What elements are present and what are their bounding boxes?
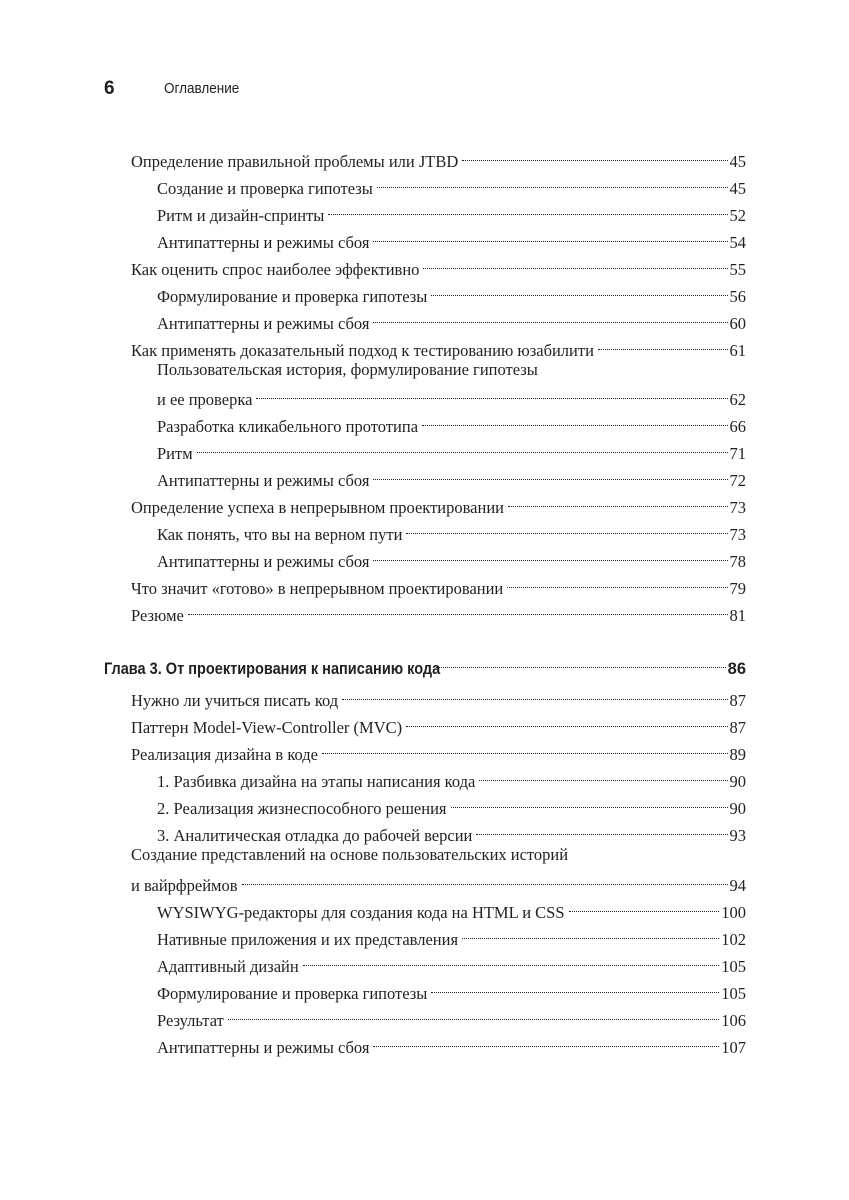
leader-dots: [508, 487, 728, 513]
toc-entry[interactable]: Разработка кликабельного прототипа 66: [157, 406, 746, 432]
toc-entry[interactable]: Антипаттерны и режимы сбоя 60: [157, 303, 746, 329]
toc-page-number: 54: [729, 233, 746, 252]
toc-page-number: 87: [729, 718, 746, 737]
toc-page-number: 105: [721, 957, 746, 976]
toc-entry[interactable]: Формулирование и проверка гипотезы 56: [157, 276, 746, 302]
toc-entry[interactable]: Результат 106: [157, 1000, 746, 1026]
running-title: Оглавление: [164, 80, 240, 97]
toc-entry[interactable]: 2. Реализация жизнеспособного решения 90: [157, 788, 746, 814]
leader-dots: [377, 168, 728, 194]
toc-page-number: 45: [729, 179, 746, 198]
toc-chapter-entry[interactable]: Глава 3. От проектирования к написанию кода 86: [104, 648, 746, 674]
toc-entry[interactable]: 3. Аналитическая отладка до рабочей версии 93: [157, 815, 746, 841]
toc-entry[interactable]: Ритм и дизайн-спринты 52: [157, 195, 746, 221]
leader-dots: [569, 892, 720, 918]
toc-entry[interactable]: 1. Разбивка дизайна на этапы написания кода 90: [157, 761, 746, 787]
leader-dots: [322, 734, 728, 760]
toc-page-number: 61: [729, 341, 746, 360]
leader-dots: [479, 761, 727, 787]
leader-dots: [242, 865, 728, 891]
toc-entry[interactable]: и вайрфреймов 94: [131, 865, 746, 891]
leader-dots: [342, 680, 727, 706]
toc-entry[interactable]: Как понять, что вы на верном пути 73: [157, 514, 746, 540]
toc-entry[interactable]: Антипаттерны и режимы сбоя 72: [157, 460, 746, 486]
leader-dots: [451, 788, 728, 814]
leader-dots: [373, 460, 727, 486]
toc-page-number: 94: [729, 876, 746, 895]
toc-page-number: 72: [729, 471, 746, 490]
toc-page-number: 107: [721, 1038, 746, 1057]
leader-dots: [462, 919, 719, 945]
toc-entry[interactable]: Паттерн Model-View-Controller (MVC) 87: [131, 707, 746, 733]
toc-entry[interactable]: Реализация дизайна в коде 89: [131, 734, 746, 760]
leader-dots: [476, 815, 727, 841]
toc-page-number: 55: [729, 260, 746, 279]
leader-dots: [406, 707, 727, 733]
toc-entry[interactable]: Что значит «готово» в непрерывном проектировании 79: [131, 568, 746, 594]
leader-dots: [373, 303, 727, 329]
toc-page-number: 87: [729, 691, 746, 710]
toc-entry-first-line: Пользовательская история, формулирование гипотезы: [157, 360, 538, 379]
toc-page-number: 71: [729, 444, 746, 463]
toc-page-number: 73: [729, 525, 746, 544]
leader-dots: [373, 222, 727, 248]
toc-entry[interactable]: Нужно ли учиться писать код 87: [131, 680, 746, 706]
leader-dots: [462, 141, 727, 167]
toc-page-number: 52: [729, 206, 746, 225]
leader-dots: [373, 1027, 719, 1053]
toc-page-number: 93: [729, 826, 746, 845]
leader-dots: [406, 514, 727, 540]
toc-entry[interactable]: Антипаттерны и режимы сбоя 54: [157, 222, 746, 248]
toc-entry[interactable]: Создание и проверка гипотезы 45: [157, 168, 746, 194]
toc-entry-first-line: Создание представлений на основе пользовательских историй: [131, 845, 569, 864]
toc-entry[interactable]: Определение правильной проблемы или JTBD 45: [131, 141, 746, 167]
leader-dots: [228, 1000, 719, 1026]
toc-page-number: 62: [729, 390, 746, 409]
leader-dots: [598, 330, 728, 356]
toc-page-number: 90: [729, 772, 746, 791]
toc-page-number: 106: [721, 1011, 746, 1030]
toc-page-number: 100: [721, 903, 746, 922]
toc-page-number: 78: [729, 552, 746, 571]
toc-entry[interactable]: Нативные приложения и их представления 102: [157, 919, 746, 945]
toc-entry[interactable]: Ритм 71: [157, 433, 746, 459]
toc-entry[interactable]: Антипаттерны и режимы сбоя 107: [157, 1027, 746, 1053]
toc-page-number: 79: [729, 579, 746, 598]
leader-dots: [373, 541, 727, 567]
toc-page-number: 73: [729, 498, 746, 517]
toc-entry[interactable]: Определение успеха в непрерывном проектировании 73: [131, 487, 746, 513]
toc-page-number: 90: [729, 799, 746, 818]
toc-entry[interactable]: Антипаттерны и режимы сбоя 78: [157, 541, 746, 567]
toc-entry[interactable]: WYSIWYG-редакторы для создания кода на HTML и CSS 100: [157, 892, 746, 918]
toc-entry[interactable]: Резюме 81: [131, 595, 746, 621]
toc-page-number: 102: [721, 930, 746, 949]
leader-dots: [197, 433, 728, 459]
toc-page-number: 81: [729, 606, 746, 625]
toc-page-number: 45: [729, 152, 746, 171]
leader-dots: [303, 946, 720, 972]
leader-dots: [188, 595, 728, 621]
leader-dots: [256, 379, 727, 405]
toc-page-number: 60: [729, 314, 746, 333]
leader-dots: [422, 406, 727, 432]
leader-dots: [431, 973, 719, 999]
toc-page-number: 66: [729, 417, 746, 436]
toc-entry[interactable]: Как применять доказательный подход к тестированию юзабилити 61: [131, 330, 746, 356]
toc-entry[interactable]: Формулирование и проверка гипотезы 105: [157, 973, 746, 999]
toc-page-number: 89: [729, 745, 746, 764]
toc-page-number: 105: [721, 984, 746, 1003]
page-number: 6: [104, 78, 115, 99]
leader-dots: [423, 249, 727, 275]
toc-page-number: 86: [727, 660, 746, 678]
toc-entry[interactable]: и ее проверка 62: [157, 379, 746, 405]
toc-page-number: 56: [729, 287, 746, 306]
leader-dots: [436, 648, 726, 674]
leader-dots: [507, 568, 727, 594]
leader-dots: [431, 276, 727, 302]
toc-entry[interactable]: Адаптивный дизайн 105: [157, 946, 746, 972]
toc-entry[interactable]: Как оценить спрос наиболее эффективно 55: [131, 249, 746, 275]
leader-dots: [328, 195, 727, 221]
